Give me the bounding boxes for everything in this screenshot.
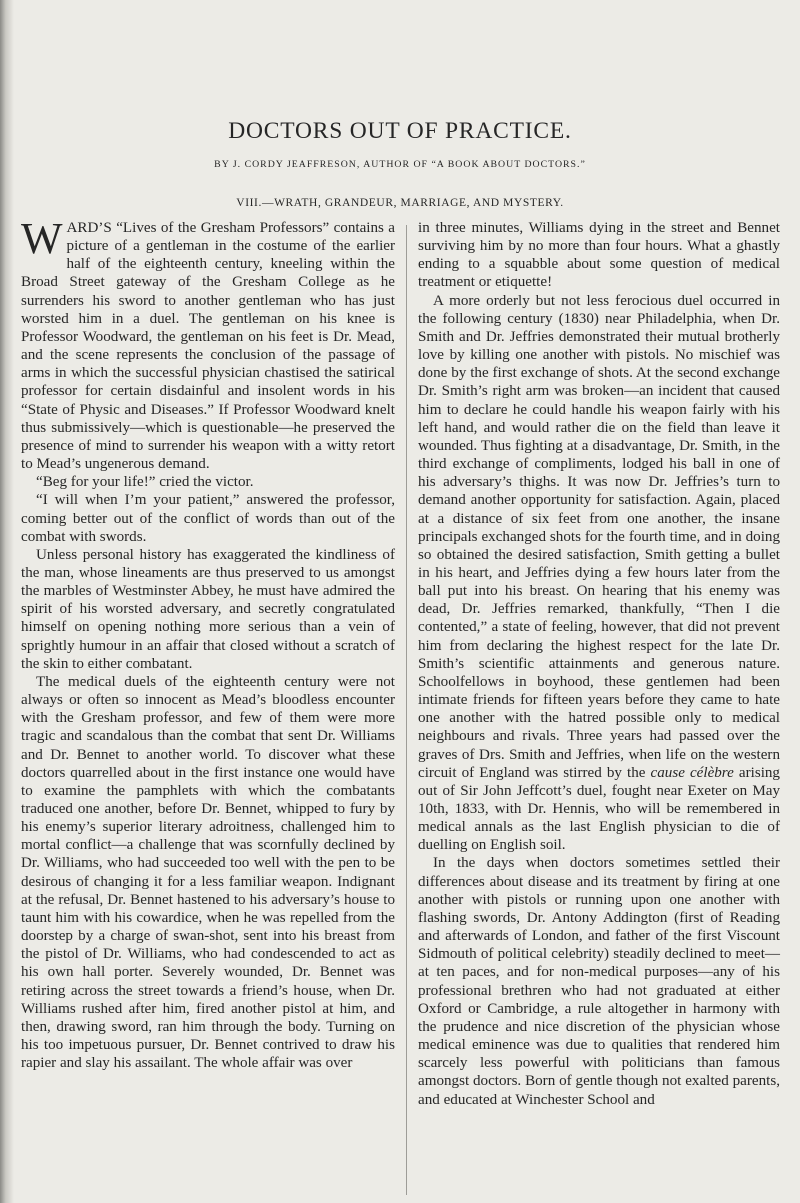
paragraph-text: ARD’S “Lives of the Gresham Professors” contains a picture of a gentleman in the costume of the earlier half of the eighteenth century, kneeling within the Broad Street gateway of the Gresham College as he surrenders his sword to another gentleman who has just worsted him in a duel. The gentleman on his knee is Professor Woodward, the gentleman on his feet is Dr. Mead, and the scene represents the conclusion of the passage of arms in which the successful physician chastised the satirical professor for certain disdainful and insolent words in his “State of Physic and Diseases.” If Professor Woodward knelt thus submissively—which is questionable—he preserved the presence of mind to surrender his weapon with a witty retort to Mead’s ungenerous demand. — [21, 220, 395, 473]
page-binding-shadow — [0, 0, 14, 1203]
left-column — [21, 214, 395, 1072]
paragraph-text: arising out of Sir John Jeffcott’s duel, fought near Exeter on May 10th, 1833, with Dr. Hennis, who will be remembered in medical annals as the last English physician to die of duelling on English soil. — [418, 764, 780, 854]
paragraph — [21, 214, 395, 473]
article-byline: BY J. CORDY JEAFFRESON, AUTHOR OF “A BOOK ABOUT DOCTORS.” — [214, 159, 586, 170]
paragraph: In the days when doctors sometimes settled their differences about disease and its treatment by firing at one another with pistols or running upon one another with flashing swords, Dr. Antony Addington (first of Reading and afterwards of London, and father of the first Viscount Sidmouth of political celebrity) steadily declined to meet—at ten paces, and for non-medical purposes—any of his professional brethren who had not graduated at either Oxford or Cambridge, a rule altogether in harmony with the prudence and nice discretion of the physician whose medical eminence was due to qualities that rendered him scarcely less powerful with politicians than famous amongst doctors. Born of gentle though not exalted parents, and educated at Winchester School and — [418, 855, 780, 1108]
paragraph: Unless personal history has exaggerated the kindliness of the man, whose lineaments are thus preserved to us amongst the marbles of Westminster Abbey, he must have admired the spirit of his worsted adversary, and secretly congratulated himself on opening nothing more serious than a vein of sprightly humour in an affair that closed without a scratch of the skin to either combatant. — [21, 546, 395, 672]
article-title: DOCTORS OUT OF PRACTICE. — [228, 118, 572, 144]
section-heading: VIII.—WRATH, GRANDEUR, MARRIAGE, AND MYSTERY. — [236, 197, 564, 209]
italic-phrase: cause célèbre — [650, 764, 734, 781]
paragraph: “Beg for your life!” cried the victor. — [36, 474, 254, 491]
paragraph-text: A more orderly but not less ferocious duel occurred in the following century (1830) near Philadelphia, when Dr. Smith and Dr. Jeffries demonstrated their mutual brotherly love by killing one another with pistols. No mischief was done by the first exchange of shots. At the second exchange Dr. Smith’s right arm was broken—an incident that caused him to declare he could handle his weapon fairly with his left hand, and would rather die on the field than leave it wounded. Thus fighting at a disadvantage, Dr. Smith, in the third exchange of compliments, lodged his ball in one of his adversary’s thighs. It was now Dr. Jeffries’s turn to demand another opportunity for satisfaction. Again, placed at a distance of six feet from one another, the insane principals exchanged shots for the fourth time, and in doing so obtained the desired satisfaction, Smith getting a bullet in his heart, and Jeffries dying a few hours later from the ball put into his breast. On hearing that his enemy was dead, Dr. Jeffries remarked, thankfully, “Then I die contented,” a state of feeling, however, that did not prevent him from declaring the highest respect for the late Dr. Smith’s scientific attainments and generous nature. Schoolfellows in boyhood, these gentlemen had been intimate friends for fifteen years before they came to hate one another with the hatred possible only to medical neighbours and rivals. Three years had passed over the graves of Drs. Smith and Jeffries, when life on the western circuit of England was stirred by the — [418, 292, 780, 781]
paragraph: “I will when I’m your patient,” answered the professor, coming better out of the conflict of words than out of the combat with swords. — [21, 492, 395, 545]
drop-cap: W — [21, 214, 63, 263]
column-divider — [406, 225, 407, 1195]
paragraph: in three minutes, Williams dying in the street and Bennet surviving him by no more than four hours. What a ghastly ending to a squabble about some question of medical treatment or etiquette! — [418, 220, 780, 291]
right-column — [418, 219, 780, 1109]
paragraph — [418, 292, 780, 855]
paragraph: The medical duels of the eighteenth century were not always or often so innocent as Mead’s bloodless encounter with the Gresham professor, and few of them were more tragic and scandalous than the combat that sent Dr. Williams and Dr. Bennet to another world. To discover what these doctors quarrelled about in the first instance one would have to examine the pamphlets with which the combatants traduced one another, before Dr. Bennet, whipped to fury by his enemy’s superior literary adroitness, challenged him to mortal conflict—a challenge that was scornfully declined by Dr. Williams, who had succeeded too well with the pen to be desirous of changing it for a less familiar weapon. Indignant at the refusal, Dr. Bennet hastened to his adversary’s house to taunt him with his cowardice, when he was repelled from the doorstep by a charge of swan-shot, sent into his breast from the pistol of Dr. Williams, who had condescended to act as his own hall porter. Severely wounded, Dr. Bennet was retiring across the street towards a friend’s house, when Dr. Williams rushed after him, fired another pistol at him, and then, drawing sword, ran him through the body. Turning on his too impetuous pursuer, Dr. Bennet contrived to draw his rapier and slay his assailant. The whole affair was over — [21, 673, 395, 1072]
